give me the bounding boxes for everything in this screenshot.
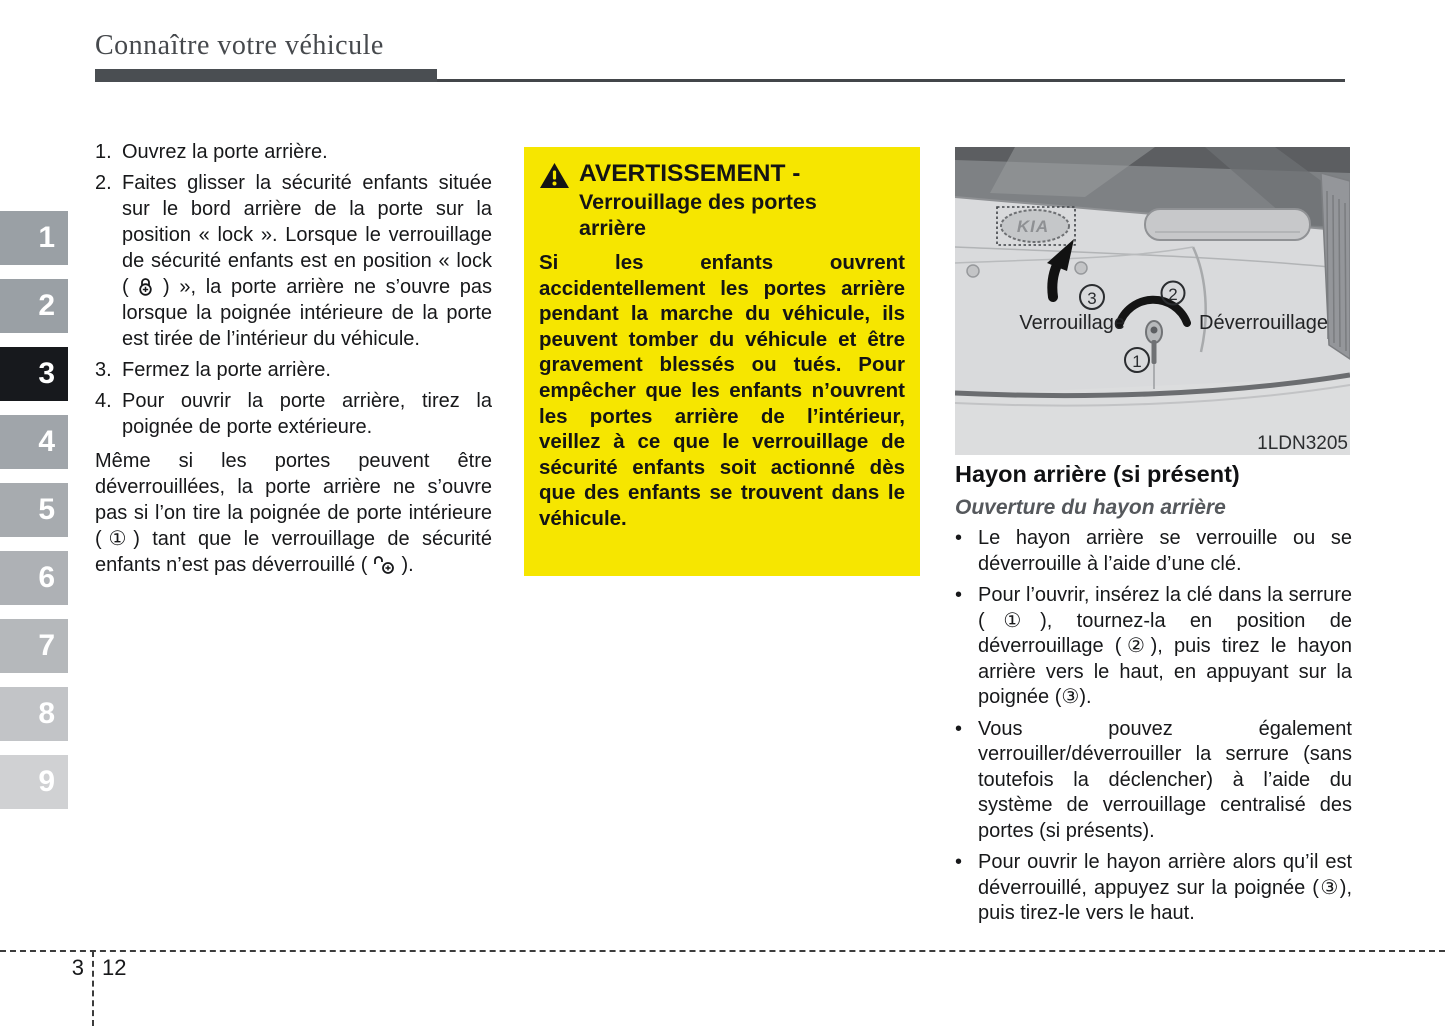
list-item-1 [95, 139, 492, 165]
badge-label: KIA [1016, 217, 1050, 236]
warning-header [539, 160, 905, 189]
svg-text:2: 2 [1168, 285, 1178, 304]
note-paragraph: Même si les portes peuvent être déverrouillées, la porte arrière ne s’ouvre pas si l’on tire la poignée de porte intérieure (①) tant que le verrouillage de sécurité enfants n’est pas déverrouillé ( ). [95, 450, 492, 576]
warning-title: AVERTISSEMENT - [579, 160, 801, 187]
page-title: Connaître votre véhicule [95, 30, 384, 61]
svg-text:1: 1 [1132, 352, 1142, 371]
warning-box [524, 147, 920, 576]
column-left [95, 139, 492, 578]
chapter-tab-2: 2 [0, 279, 68, 333]
unlock-label: Déverrouillage [1199, 312, 1328, 334]
list-text: Pour ouvrir la porte arrière, tirez la poignée de porte extérieure. [122, 390, 492, 438]
chapter-tab-8: 8 [0, 687, 68, 741]
bullet-item: • Le hayon arrière se verrouille ou se déverrouille à l’aide d’une clé. [955, 526, 1352, 577]
footer-dashed-rule [0, 950, 1445, 952]
section-subheading: Ouverture du hayon arrière [955, 496, 1226, 519]
bullet-item: • Pour ouvrir le hayon arrière alors qu’il est déverrouillé, appuyez sur la poignée (③), puis tirez-le vers le haut. [955, 850, 1352, 927]
lock-icon [138, 277, 153, 296]
section-heading: Hayon arrière (si présent) [955, 461, 1240, 487]
bullet-marker: • [955, 851, 963, 873]
column-right [955, 461, 1352, 927]
list-text: Faites glisser la sécurité enfants située sur le bord arrière de la porte sur la position « lock ». Lorsque le verrouillage de sécurité enfants est en position « lock ( ) », la porte arrière ne s’ouvre pas lorsque la poignée intérieure de la porte est tirée de l’intérieur du véhicule. [122, 172, 493, 350]
list-text: Ouvrez la porte arrière. [122, 141, 328, 163]
list-number: 3. [95, 359, 112, 381]
tailgate-handle [1145, 209, 1310, 240]
chapter-tab-5: 5 [0, 483, 68, 537]
chapter-tab-9: 9 [0, 755, 68, 809]
chapter-tab-1: 1 [0, 211, 68, 265]
footer-dashed-divider [92, 951, 94, 1026]
bullet-marker: • [955, 584, 963, 606]
bullet-item: • Vous pouvez également verrouiller/déverrouiller la serrure (sans toutefois la déclencher) à l’aide du système de verrouillage centralisé des portes (si présents). [955, 717, 1352, 845]
warning-body: Si les enfants ouvrent accidentellement les portes arrière pendant la marche du véhicule, ils peuvent tomber du véhicule et être gravement blessés ou tués. Pour empêcher que les enfants n’ouvrent les portes arrière de l’intérieur, veillez à ce que le verrouillage de sécurité enfants soit actionné dès que des enfants se trouvent dans le véhicule. [539, 251, 905, 530]
chapter-tab-3-active: 3 [0, 347, 68, 401]
unlock-icon [373, 555, 396, 574]
list-number: 4. [95, 390, 112, 412]
list-item-3 [95, 357, 492, 383]
bullet-marker: • [955, 717, 963, 740]
bullet-marker: • [955, 527, 963, 549]
svg-text:3: 3 [1087, 289, 1097, 308]
footer-page-number: 12 [102, 955, 127, 980]
chapter-tab-7: 7 [0, 619, 68, 673]
list-item-4 [95, 388, 492, 440]
warning-subtitle: Verrouillage des portes arrière [579, 190, 817, 240]
tailgate-photo [955, 147, 1350, 455]
bullet-item: • Pour l’ouvrir, insérez la clé dans la serrure (①), tournez-la en position de déverrouillage (②), puis tirez le hayon arrière vers le haut, en appuyant sur la poignée (③). [955, 583, 1352, 711]
chapter-tab-6: 6 [0, 551, 68, 605]
header-bar [95, 69, 437, 82]
list-number: 1. [95, 141, 112, 163]
figure-code: 1LDN3205 [1257, 433, 1348, 454]
warning-triangle-icon [539, 162, 570, 189]
header-rule [437, 79, 1345, 82]
list-number: 2. [95, 172, 112, 194]
list-item-2 [95, 170, 492, 352]
lock-label: Verrouillage [1019, 312, 1125, 334]
chapter-tab-4: 4 [0, 415, 68, 469]
list-text: Fermez la porte arrière. [122, 359, 331, 381]
footer-chapter-number: 3 [71, 955, 84, 980]
